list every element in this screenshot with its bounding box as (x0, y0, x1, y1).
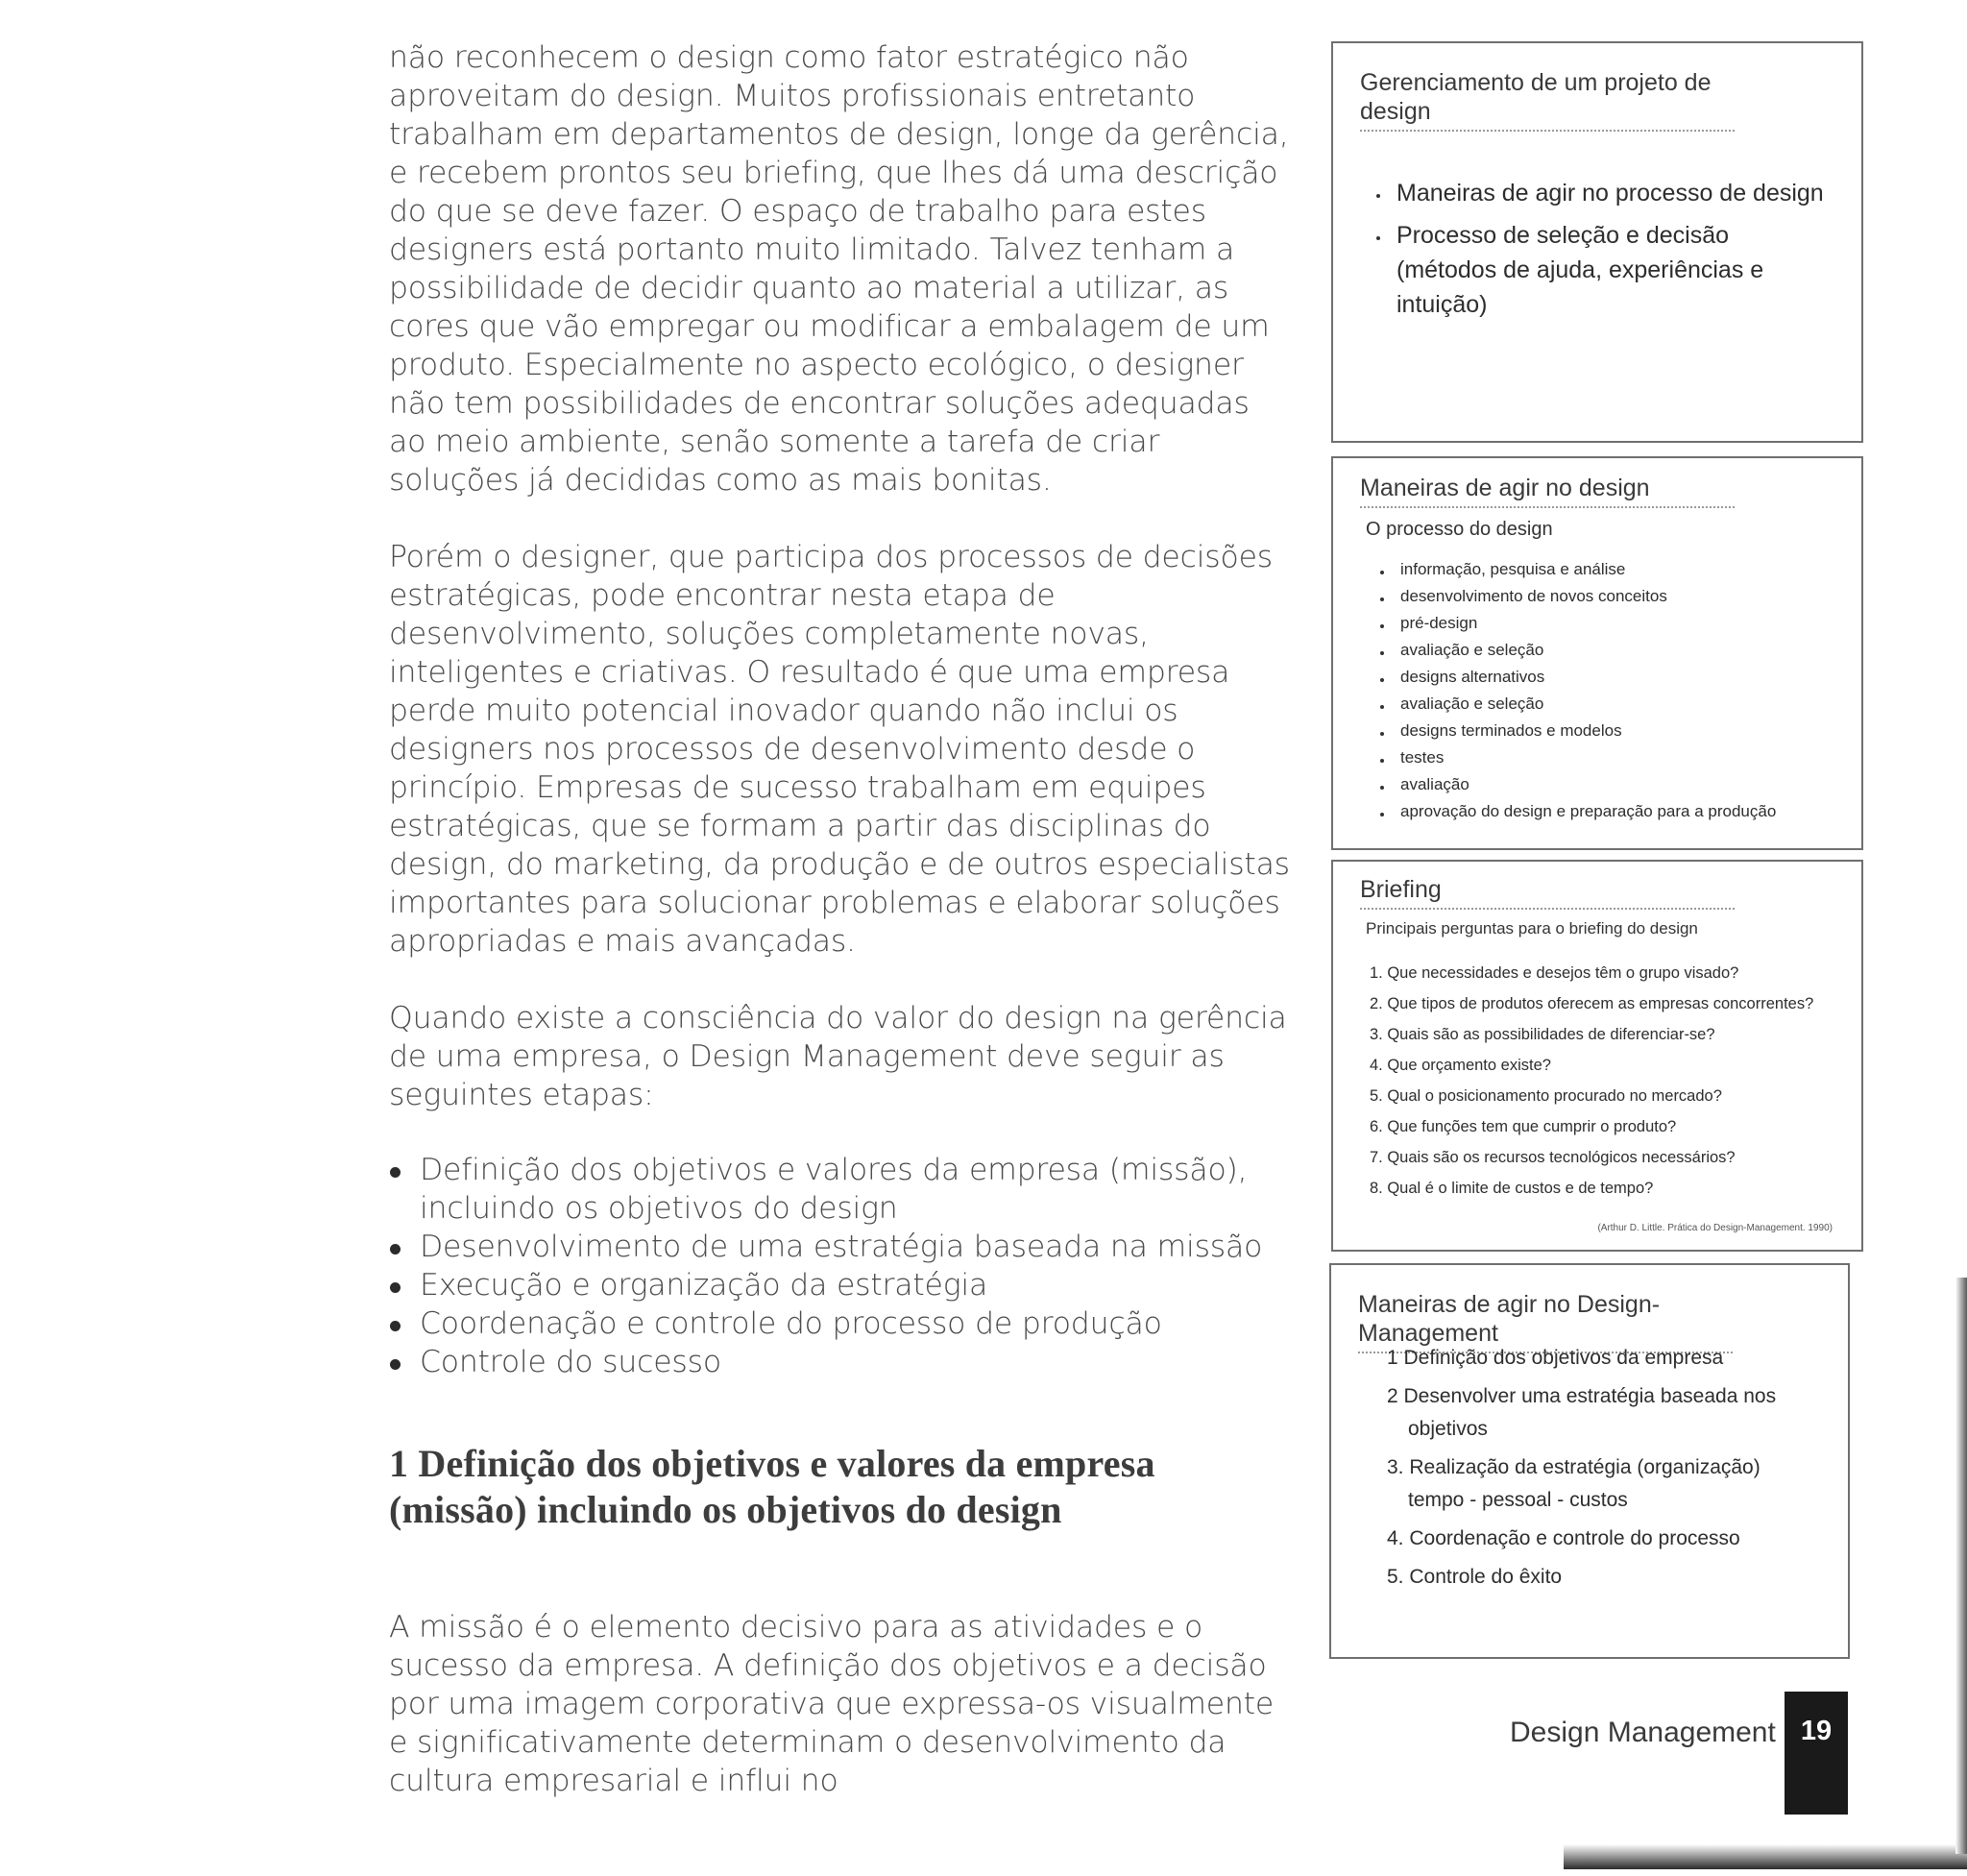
body-paragraph-4: A missão é o elemento decisivo para as atividades e o sucesso da empresa. A definição dos objetivos e a decisão por uma imagem corporativa que expressa-os visualmente e significativamente determinam o desenvolvimento da cultura empresarial e influi no (389, 1610, 1275, 1798)
box-title: Briefing (1360, 875, 1735, 910)
body-paragraph-3: Quando existe a consciência do valor do design na gerência de uma empresa, o Design Management deve seguir as seguintes etapas: (389, 1001, 1287, 1112)
box-list-item: informação, pesquisa e análise (1377, 556, 1848, 583)
body-paragraph-1: não reconhecem o design como fator estratégico não aproveitam do design. Muitos profissionais entretanto trabalham em departamentos de design, longe da gerência, e recebem prontos seu briefing, que lhes dá uma descrição do que se deve fazer. O espaço de trabalho para estes designers está portanto muito limitado. Talvez tenham a possibilidade de decidir quanto ao material a utilizar, as cores que vão empregar ou modificar a embalagem de um produto. Especialmente no aspecto ecológico, o designer não tem possibilidades de encontrar soluções adequadas ao meio ambiente, senão somente a tarefa de criar soluções já decididas como as mais bonitas. (389, 40, 1289, 498)
box-list-item-continuation: tempo - pessoal - custos (1408, 1489, 1628, 1511)
box-list-item: 7. Quais são os recursos tecnológicos necessários? (1370, 1149, 1736, 1166)
steps-bullet-list (389, 1151, 1292, 1381)
box-subtitle: O processo do design (1366, 519, 1553, 540)
bullet-item: Coordenação e controle do processo de produção (389, 1304, 1292, 1343)
running-footer-title: Design Management (1510, 1717, 1776, 1748)
box-list-item-continuation: objetivos (1408, 1418, 1488, 1440)
box-list-item: testes (1377, 744, 1848, 771)
box-list-item: avaliação e seleção (1377, 637, 1848, 664)
sidebar-box-design-management-steps (1329, 1263, 1850, 1659)
box-list-item: Maneiras de agir no processo de design (1373, 176, 1844, 210)
box-list-item: 4. Que orçamento existe? (1370, 1057, 1551, 1074)
sidebar-box-briefing (1331, 860, 1863, 1252)
box-list-item: 1. Que necessidades e desejos têm o grupo visado? (1370, 964, 1739, 982)
box-list-item: avaliação e seleção (1377, 691, 1848, 718)
box-title: Gerenciamento de um projeto de design (1360, 68, 1735, 132)
box-list-item: pré-design (1377, 610, 1848, 637)
page-shadow (1564, 1844, 1967, 1869)
bullet-item: Desenvolvimento de uma estratégia baseada na missão (389, 1228, 1292, 1266)
source-citation: (Arthur D. Little. Prática do Design-Management. 1990) (1597, 1223, 1833, 1233)
box-list-item: designs alternativos (1377, 664, 1848, 691)
box-list-item: desenvolvimento de novos conceitos (1377, 583, 1848, 610)
box-list-item-continuation: (métodos de ajuda, experiências e intuição) (1396, 256, 1764, 318)
box-list (1370, 958, 1850, 1204)
box-list-item: avaliação (1377, 771, 1848, 798)
box-list-item: Processo de seleção e decisão (1373, 218, 1844, 253)
box-subtitle: Principais perguntas para o briefing do design (1366, 919, 1698, 938)
section-heading: 1 Definição dos objetivos e valores da empresa (missão) incluindo os objetivos do design (389, 1442, 1155, 1531)
box-list-item: 4. Coordenação e controle do processo (1387, 1527, 1740, 1549)
page-number: 19 (1800, 1716, 1833, 1746)
bullet-item: Definição dos objetivos e valores da empresa (missão), incluindo os objetivos do design (389, 1151, 1292, 1228)
box-title: Maneiras de agir no Design-Management (1358, 1290, 1733, 1353)
box-list-item: 1 Definição dos objetivos da empresa (1387, 1347, 1724, 1369)
box-list (1377, 556, 1848, 825)
sidebar-box-project-management (1331, 41, 1863, 443)
page-number-tab (1785, 1692, 1848, 1815)
box-list-item: 2. Que tipos de produtos oferecem as empresas concorrentes? (1370, 995, 1814, 1012)
box-list-item: aprovação do design e preparação para a produção (1377, 798, 1848, 825)
box-list (1373, 176, 1844, 322)
page-edge (1955, 1278, 1967, 1854)
box-list-item: 8. Qual é o limite de custos e de tempo? (1370, 1180, 1654, 1197)
sidebar-box-design-process (1331, 456, 1863, 850)
box-list-item: 2 Desenvolver uma estratégia baseada nos (1387, 1385, 1777, 1407)
box-list-item: 3. Realização da estratégia (organização) (1387, 1456, 1761, 1478)
box-list (1387, 1342, 1829, 1594)
bullet-item: Controle do sucesso (389, 1343, 1292, 1381)
body-paragraph-2: Porém o designer, que participa dos processos de decisões estratégicas, pode encontrar nesta etapa de desenvolvimento, soluções completamente novas, inteligentes e criativas. O resultado é que uma empresa perde muito potencial inovador quando não inclui os designers nos processos de desenvolvimento desde o princípio. Empresas de sucesso trabalham em equipes estratégicas, que se formam a partir das disciplinas do design, do marketing, da produção e de outros especialistas importantes para solucionar problemas e elaborar soluções apropriadas e mais avançadas. (389, 540, 1290, 959)
box-list-item: 5. Controle do êxito (1387, 1566, 1563, 1588)
main-text-column (389, 38, 1292, 1839)
box-title: Maneiras de agir no design (1360, 474, 1735, 508)
box-list-item: 5. Qual o posicionamento procurado no mercado? (1370, 1087, 1722, 1105)
box-list-item: 6. Que funções tem que cumprir o produto? (1370, 1118, 1677, 1135)
box-list-item: 3. Quais são as possibilidades de diferenciar-se? (1370, 1026, 1715, 1043)
box-list-item: designs terminados e modelos (1377, 718, 1848, 744)
bullet-item: Execução e organização da estratégia (389, 1266, 1292, 1304)
